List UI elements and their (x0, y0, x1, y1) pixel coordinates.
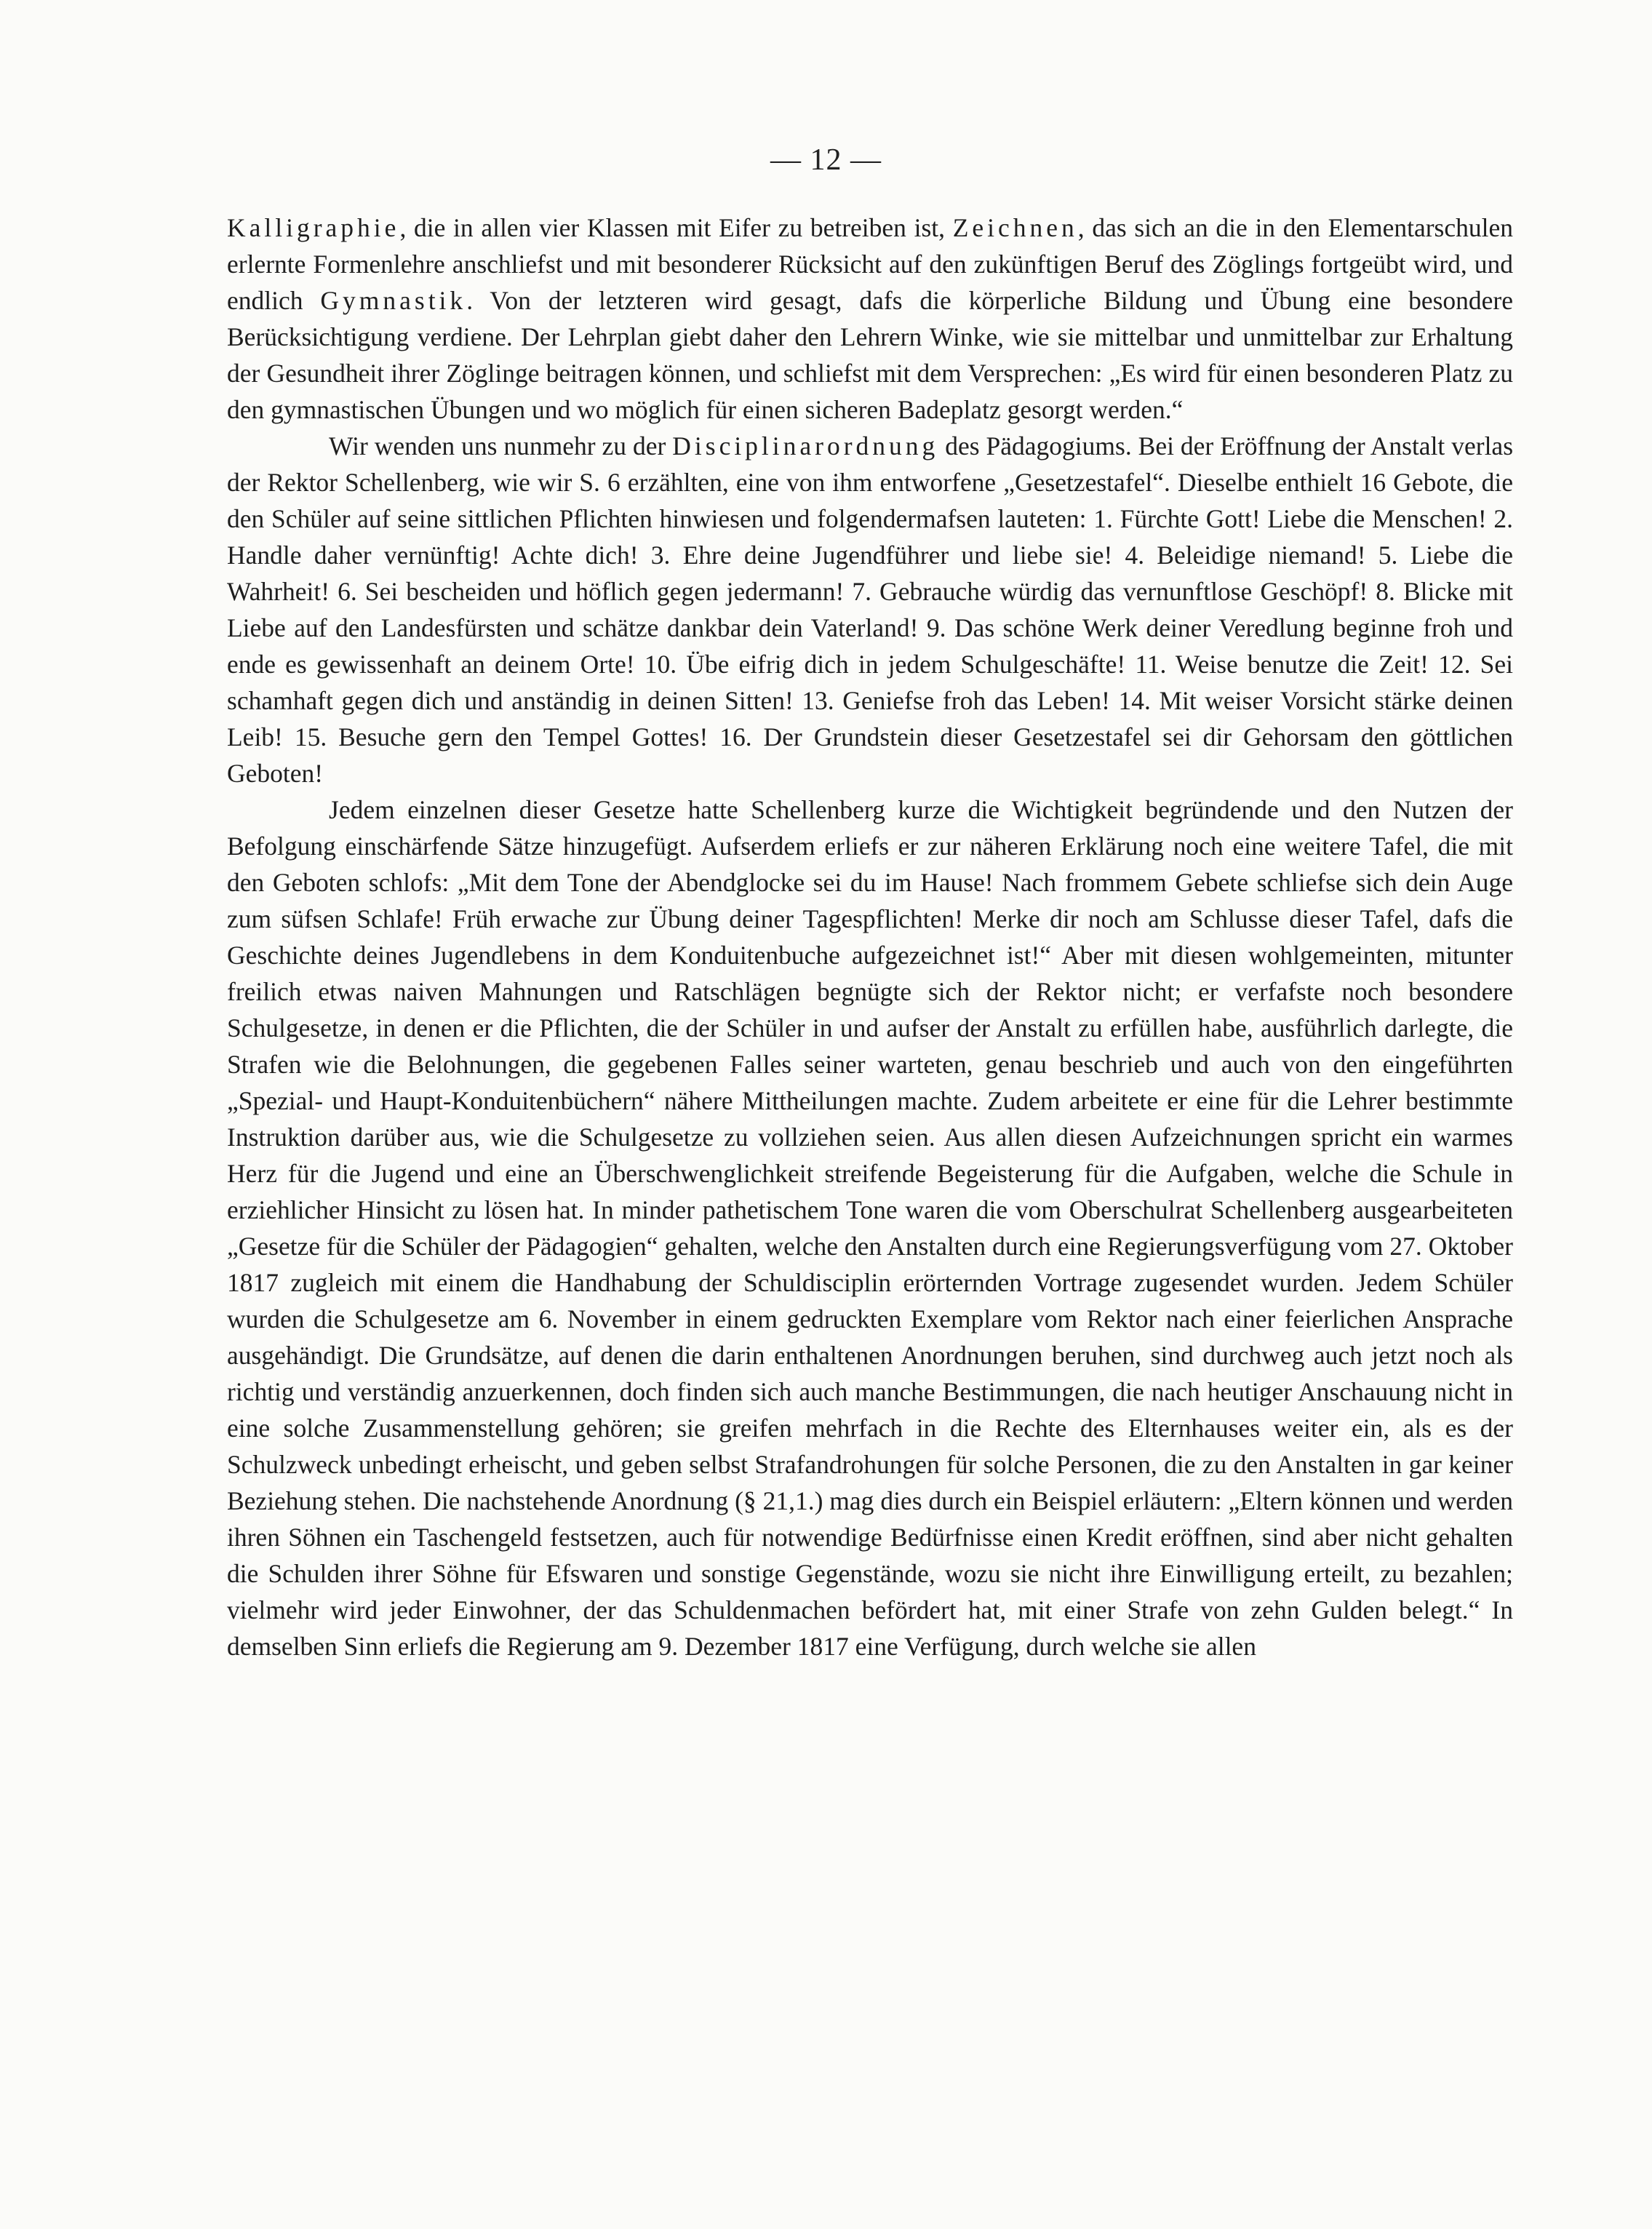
text-run: , das sich an die in den Elementarschulen erlernte Formenlehre anschliefst und mit besonderer Rücksicht auf den zukünftigen Beruf des Zöglings fortgeübt wird, und endlich (227, 213, 1513, 315)
page-number: — 12 — (770, 143, 882, 177)
text-run: Wir wenden uns nunmehr zu der (329, 431, 673, 460)
paragraph-school-laws (227, 791, 1513, 1664)
text-run: des Pädagogiums. Bei der Eröffnung der Anstalt verlas der Rektor Schellenberg, wie wir S. 6 erzählten, eine von ihm entworfene „Gesetzestafel“. Dieselbe enthielt 16 Gebote, die den Schüler auf seine sittlichen Pflichten hinwiesen und folgendermafsen lauteten: 1. Fürchte Gott! Liebe die Menschen! 2. Handle daher vernünftig! Achte dich! 3. Ehre deine Jugendführer und liebe sie! 4. Beleidige niemand! 5. Liebe die Wahrheit! 6. Sei bescheiden und höflich gegen jedermann! 7. Gebrauche würdig das vernunftlose Geschöpf! 8. Blicke mit Liebe auf den Landesfürsten und schätze dankbar dein Vaterland! 9. Das schöne Werk deiner Veredlung beginne froh und ende es gewissenhaft an deinem Orte! 10. Übe eifrig dich in jedem Schulgeschäfte! 11. Weise benutze die Zeit! 12. Sei schamhaft gegen dich und anständig in deinen Sitten! 13. Geniefse froh das Leben! 14. Mit weiser Vorsicht stärke deinen Leib! 15. Besuche gern den Tempel Gottes! 16. Der Grundstein dieser Gesetzestafel sei dir Gehorsam den göttlichen Geboten! (227, 431, 1514, 788)
emphasis-term: Kalligraphie (227, 213, 400, 242)
emphasis-term: Gymnastik (320, 286, 467, 315)
emphasis-term: Disciplinarordnung (672, 431, 939, 460)
body-text (227, 210, 1513, 1664)
paragraph-curriculum (227, 210, 1513, 428)
text-run: , die in allen vier Klassen mit Eifer zu betreiben ist, (399, 213, 953, 242)
text-run: Jedem einzelnen dieser Gesetze hatte Schellenberg kurze die Wichtigkeit begründende und den Nutzen der Befolgung einschärfende Sätze hinzugefügt. Aufserdem erliefs er zur näheren Erklärung noch eine weitere Tafel, die mit den Geboten schlofs: „Mit dem Tone der Abendglocke sei du im Hause! Nach frommem Gebete schliefse sich dein Auge zum süfsen Schlafe! Früh erwache zur Übung deiner Tagespflichten! Merke dir noch am Schlusse dieser Tafel, dafs die Geschichte deines Jugendlebens in dem Konduitenbuche aufgezeichnet ist!“ Aber mit diesen wohlgemeinten, mitunter freilich etwas naiven Mahnungen und Ratschlägen begnügte sich der Rektor nicht; er verfafste noch besondere Schulgesetze, in denen er die Pflichten, die der Schüler in und aufser der Anstalt zu erfüllen habe, ausführlich darlegte, die Strafen wie die Belohnungen, die gegebenen Falles seiner warteten, genau beschrieb und auch von den eingeführten „Spezial- und Haupt-Konduitenbüchern“ nähere Mittheilungen machte. Zudem arbeitete er eine für die Lehrer bestimmte Instruktion darüber aus, wie die Schulgesetze zu vollziehen seien. Aus allen diesen Aufzeichnungen spricht ein warmes Herz für die Jugend und eine an Überschwenglichkeit streifende Begeisterung für die Aufgaben, welche die Schule in erziehlicher Hinsicht zu lösen hat. In minder pathetischem Tone waren die vom Oberschulrat Schellenberg ausgearbeiteten „Gesetze für die Schüler der Pädagogien“ gehalten, welche den Anstalten durch eine Regierungsverfügung vom 27. Oktober 1817 zugleich mit einem die Handhabung der Schuldisciplin erörternden Vortrage zugesendet wurden. Jedem Schüler wurden die Schulgesetze am 6. November in einem gedruckten Exemplare vom Rektor nach einer feierlichen Ansprache ausgehändigt. Die Grundsätze, auf denen die darin enthaltenen Anordnungen beruhen, sind durchweg auch jetzt noch als richtig und verständig anzuerkennen, doch finden sich auch manche Bestimmungen, die nach heutiger Anschauung nicht in eine solche Zusammenstellung gehören; sie greifen mehrfach in die Rechte des Elternhauses weiter ein, als es der Schulzweck unbedingt erheischt, und geben selbst Strafandrohungen für solche Personen, die zu den Anstalten in gar keiner Beziehung stehen. Die nachstehende Anordnung (§ 21,1.) mag dies durch ein Beispiel erläutern: „Eltern können und werden ihren Söhnen ein Taschengeld festsetzen, auch für notwendige Bedürfnisse einen Kredit eröffnen, sind aber nicht gehalten die Schulden ihrer Söhne für Efswaren und sonstige Gegenstände, wozu sie nicht ihre Einwilligung erteilt, zu bezahlen; vielmehr wird jeder Einwohner, der das Schuldenmachen befördert hat, mit einer Strafe von zehn Gulden belegt.“ In demselben Sinn erliefs die Regierung am 9. Dezember 1817 eine Verfügung, durch welche sie allen (227, 795, 1513, 1661)
emphasis-term: Zeichnen (952, 213, 1078, 242)
paragraph-discipline (227, 428, 1513, 791)
text-run: . Von der letzteren wird gesagt, dafs die körperliche Bildung und Übung eine besondere Berücksichtigung verdiene. Der Lehrplan giebt daher den Lehrern Winke, wie sie mittelbar und unmittelbar zur Erhaltung der Gesundheit ihrer Zöglinge beitragen können, und schliefst mit dem Versprechen: „Es wird für einen besonderen Platz zu den gymnastischen Übungen und wo möglich für einen sicheren Badeplatz gesorgt werden.“ (227, 286, 1513, 424)
